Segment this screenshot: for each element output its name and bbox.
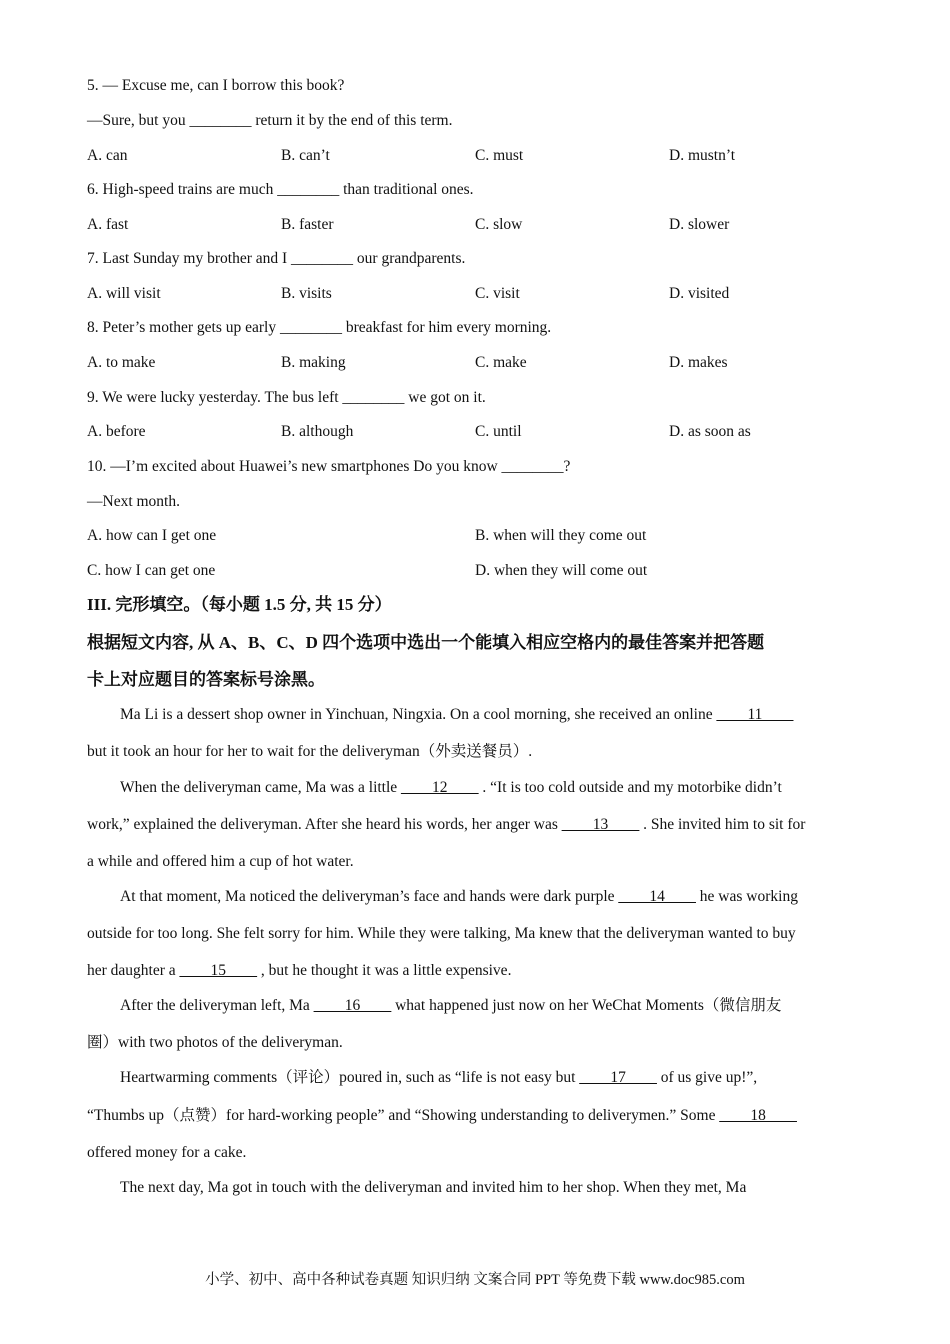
q6-option-d: D. slower — [669, 216, 730, 233]
text-segment: . She invited him to sit for — [639, 816, 806, 833]
q9-option-a: A. before — [87, 423, 146, 440]
passage-line: a while and offered him a cup of hot water. — [87, 853, 354, 870]
q7-option-d: D. visited — [669, 285, 730, 302]
passage-line — [120, 995, 781, 1017]
page-footer: 小学、初中、高中各种试卷真题 知识归纳 文案合同 PPT 等免费下载 www.doc985.com — [205, 1272, 745, 1288]
section-3-instruction-line-1: 根据短文内容, 从 A、B、C、D 四个选项中选出一个能填入相应空格内的最佳答案并把答题 — [87, 633, 765, 652]
text-segment: After the deliveryman left, Ma — [120, 997, 314, 1014]
q6-option-b: B. faster — [281, 216, 334, 233]
q9-option-d: D. as soon as — [669, 423, 751, 440]
passage-line — [120, 777, 782, 799]
q10-stem: 10. —I’m excited about Huawei’s new smartphones Do you know ________? — [87, 458, 571, 475]
passage-line — [120, 886, 798, 908]
q10-stem-2: —Next month. — [87, 493, 180, 510]
text-segment: he was working — [695, 888, 798, 905]
blank-18: ____18____ — [719, 1107, 797, 1124]
q6-option-c: C. slow — [475, 216, 523, 233]
q8-option-c: C. make — [475, 354, 527, 371]
section-3-instruction-line-2: 卡上对应题目的答案标号涂黑。 — [87, 670, 325, 689]
passage-line — [87, 1105, 797, 1127]
blank-17: ____17____ — [579, 1069, 657, 1086]
q10-option-a: A. how can I get one — [87, 527, 217, 544]
q8-stem: 8. Peter’s mother gets up early ________ breakfast for him every morning. — [87, 319, 552, 336]
passage-line — [87, 814, 805, 836]
q10-option-d: D. when they will come out — [475, 562, 648, 579]
blank-15: ____15____ — [179, 962, 258, 979]
passage-line — [120, 1067, 757, 1089]
q5-option-c: C. must — [475, 147, 524, 164]
q8-option-d: D. makes — [669, 354, 728, 371]
q5-option-a: A. can — [87, 147, 128, 164]
text-segment: . “It is too cold outside and my motorbike didn’t — [478, 779, 782, 796]
q7-option-c: C. visit — [475, 285, 520, 302]
q9-option-c: C. until — [475, 423, 522, 440]
text-segment: of us give up!”, — [656, 1069, 758, 1086]
passage-line: but it took an hour for her to wait for the deliveryman（外卖送餐员）. — [87, 743, 533, 760]
text-segment: Heartwarming comments（评论）poured in, such as “life is not easy but — [120, 1069, 580, 1086]
q10-option-c: C. how I can get one — [87, 562, 216, 579]
q6-option-a: A. fast — [87, 216, 129, 233]
passage-line: The next day, Ma got in touch with the deliveryman and invited him to her shop. When they met, Ma — [120, 1179, 747, 1196]
text-segment: what happened just now on her WeChat Moments（微信朋友 — [391, 997, 782, 1014]
section-3-title: III. 完形填空。（每小题 1.5 分, 共 15 分） — [87, 595, 392, 614]
text-segment: At that moment, Ma noticed the deliveryman’s face and hands were dark purple — [120, 888, 619, 905]
passage-line — [87, 960, 511, 982]
text-segment: work,” explained the deliveryman. After she heard his words, her anger was — [87, 816, 562, 833]
q8-option-b: B. making — [281, 354, 346, 371]
text-segment: , but he thought it was a little expensive. — [257, 962, 512, 979]
text-segment: her daughter a — [87, 962, 180, 979]
blank-11: ____11____ — [716, 706, 794, 723]
q10-option-b: B. when will they come out — [475, 527, 647, 544]
text-segment: “Thumbs up（点赞）for hard-working people” and “Showing understanding to deliverymen.” Some — [87, 1107, 720, 1124]
q5-option-d: D. mustn’t — [669, 147, 736, 164]
q9-option-b: B. although — [281, 423, 354, 440]
blank-13: ____13____ — [561, 816, 640, 833]
passage-line: 圈）with two photos of the deliveryman. — [87, 1034, 343, 1051]
passage-line — [120, 704, 793, 726]
text-segment: Ma Li is a dessert shop owner in Yinchuan, Ningxia. On a cool morning, she received an online — [120, 706, 717, 723]
q9-stem: 9. We were lucky yesterday. The bus left ________ we got on it. — [87, 389, 486, 406]
blank-16: ____16____ — [313, 997, 392, 1014]
q5-option-b: B. can’t — [281, 147, 330, 164]
q7-option-b: B. visits — [281, 285, 332, 302]
blank-12: ____12____ — [401, 779, 479, 796]
q7-option-a: A. will visit — [87, 285, 161, 302]
q6-stem: 6. High-speed trains are much ________ than traditional ones. — [87, 181, 474, 198]
q5-stem-2: —Sure, but you ________ return it by the end of this term. — [87, 112, 453, 129]
q8-option-a: A. to make — [87, 354, 156, 371]
q7-stem: 7. Last Sunday my brother and I ________ our grandparents. — [87, 250, 466, 267]
text-segment: When the deliveryman came, Ma was a little — [120, 779, 402, 796]
blank-14: ____14____ — [618, 888, 696, 905]
q5-stem: 5. — Excuse me, can I borrow this book? — [87, 77, 345, 94]
passage-line: offered money for a cake. — [87, 1144, 247, 1161]
passage-line: outside for too long. She felt sorry for him. While they were talking, Ma knew that the deliveryman wanted to buy — [87, 925, 796, 942]
